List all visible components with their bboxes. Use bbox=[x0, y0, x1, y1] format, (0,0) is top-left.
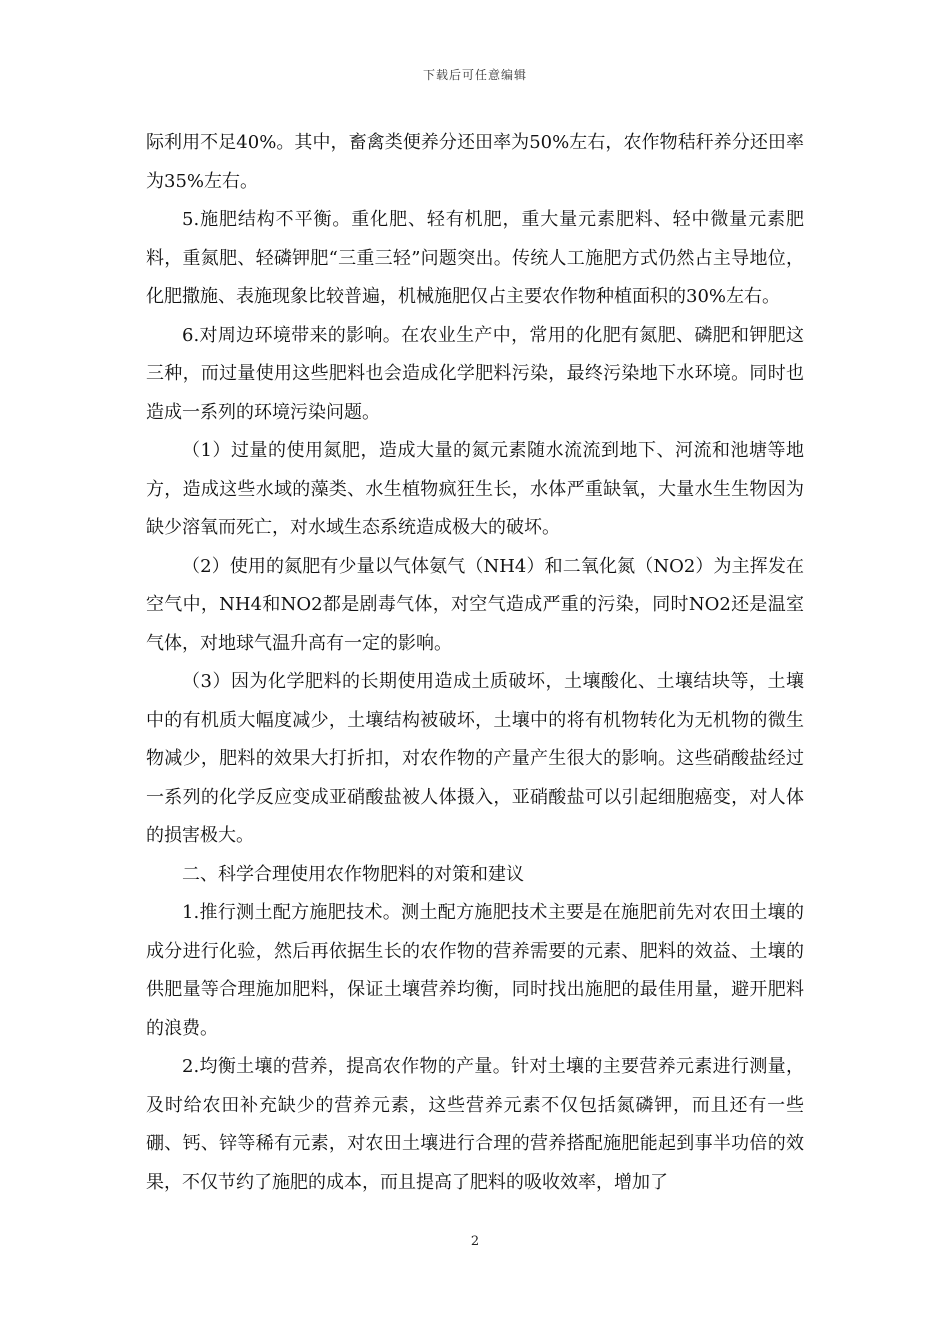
paragraph-continuation: 际利用不足40%。其中，畜禽类便养分还田率为50%左右，农作物秸秆养分还田率为35%左右。 bbox=[146, 132, 804, 192]
paragraph-soil-testing: 1.推行测土配方施肥技术。测土配方施肥技术主要是在施肥前先对农田土壤的成分进行化验，然后再依据生长的农作物的营养需要的元素、肥料的效益、土壤的供肥量等合理施加肥料，保证土壤营养均衡，同时找出施肥的最佳用量，避开肥料的浪费。 bbox=[146, 902, 804, 1039]
paragraph-soil-damage: （3）因为化学肥料的长期使用造成土质破坏，土壤酸化、土壤结块等，土壤中的有机质大幅度减少，土壤结构被破坏，土壤中的将有机物转化为无机物的微生物减少，肥料的效果大打折扣，对农作物的产量产生很大的影响。这些硝酸盐经过一系列的化学反应变成亚硝酸盐被人体摄入，亚硝酸盐可以引起细胞癌变，对人体的损害极大。 bbox=[146, 671, 804, 846]
paragraph-fertilizer-structure: 5.施肥结构不平衡。重化肥、轻有机肥，重大量元素肥料、轻中微量元素肥料，重氮肥、轻磷钾肥“三重三轻”问题突出。传统人工施肥方式仍然占主导地位，化肥撒施、表施现象比较普遍，机械施肥仅占主要农作物种植面积的30%左右。 bbox=[146, 209, 804, 307]
page-number: 2 bbox=[470, 1234, 480, 1249]
section-heading: 二、科学合理使用农作物肥料的对策和建议 bbox=[182, 863, 524, 885]
document-body bbox=[146, 124, 804, 1202]
page-header: 下载后可任意编辑 bbox=[422, 68, 527, 82]
paragraph-environment-impact: 6.对周边环境带来的影响。在农业生产中，常用的化肥有氮肥、磷肥和钾肥这三种，而过量使用这些肥料也会造成化学肥料污染，最终污染地下水环境。同时也造成一系列的环境污染问题。 bbox=[146, 324, 804, 423]
paragraph-nitrogen-air: （2）使用的氮肥有少量以气体氨气（NH4）和二氧化氮（NO2）为主挥发在空气中，NH4和NO2都是剧毒气体，对空气造成严重的污染，同时NO2还是温室气体，对地球气温升高有一定的影响。 bbox=[146, 555, 804, 654]
paragraph-soil-nutrition: 2.均衡土壤的营养，提高农作物的产量。针对土壤的主要营养元素进行测量，及时给农田补充缺少的营养元素，这些营养元素不仅包括氮磷钾，而且还有一些硼、钙、锌等稀有元素，对农田土壤进行合理的营养搭配施肥能起到事半功倍的效果，不仅节约了施肥的成本，而且提高了肥料的吸收效率，增加了 bbox=[146, 1056, 804, 1193]
paragraph-nitrogen-water: （1）过量的使用氮肥，造成大量的氮元素随水流流到地下、河流和池塘等地方，造成这些水域的藻类、水生植物疯狂生长，水体严重缺氧，大量水生生物因为缺少溶氧而死亡，对水域生态系统造成极大的破坏。 bbox=[146, 440, 804, 538]
